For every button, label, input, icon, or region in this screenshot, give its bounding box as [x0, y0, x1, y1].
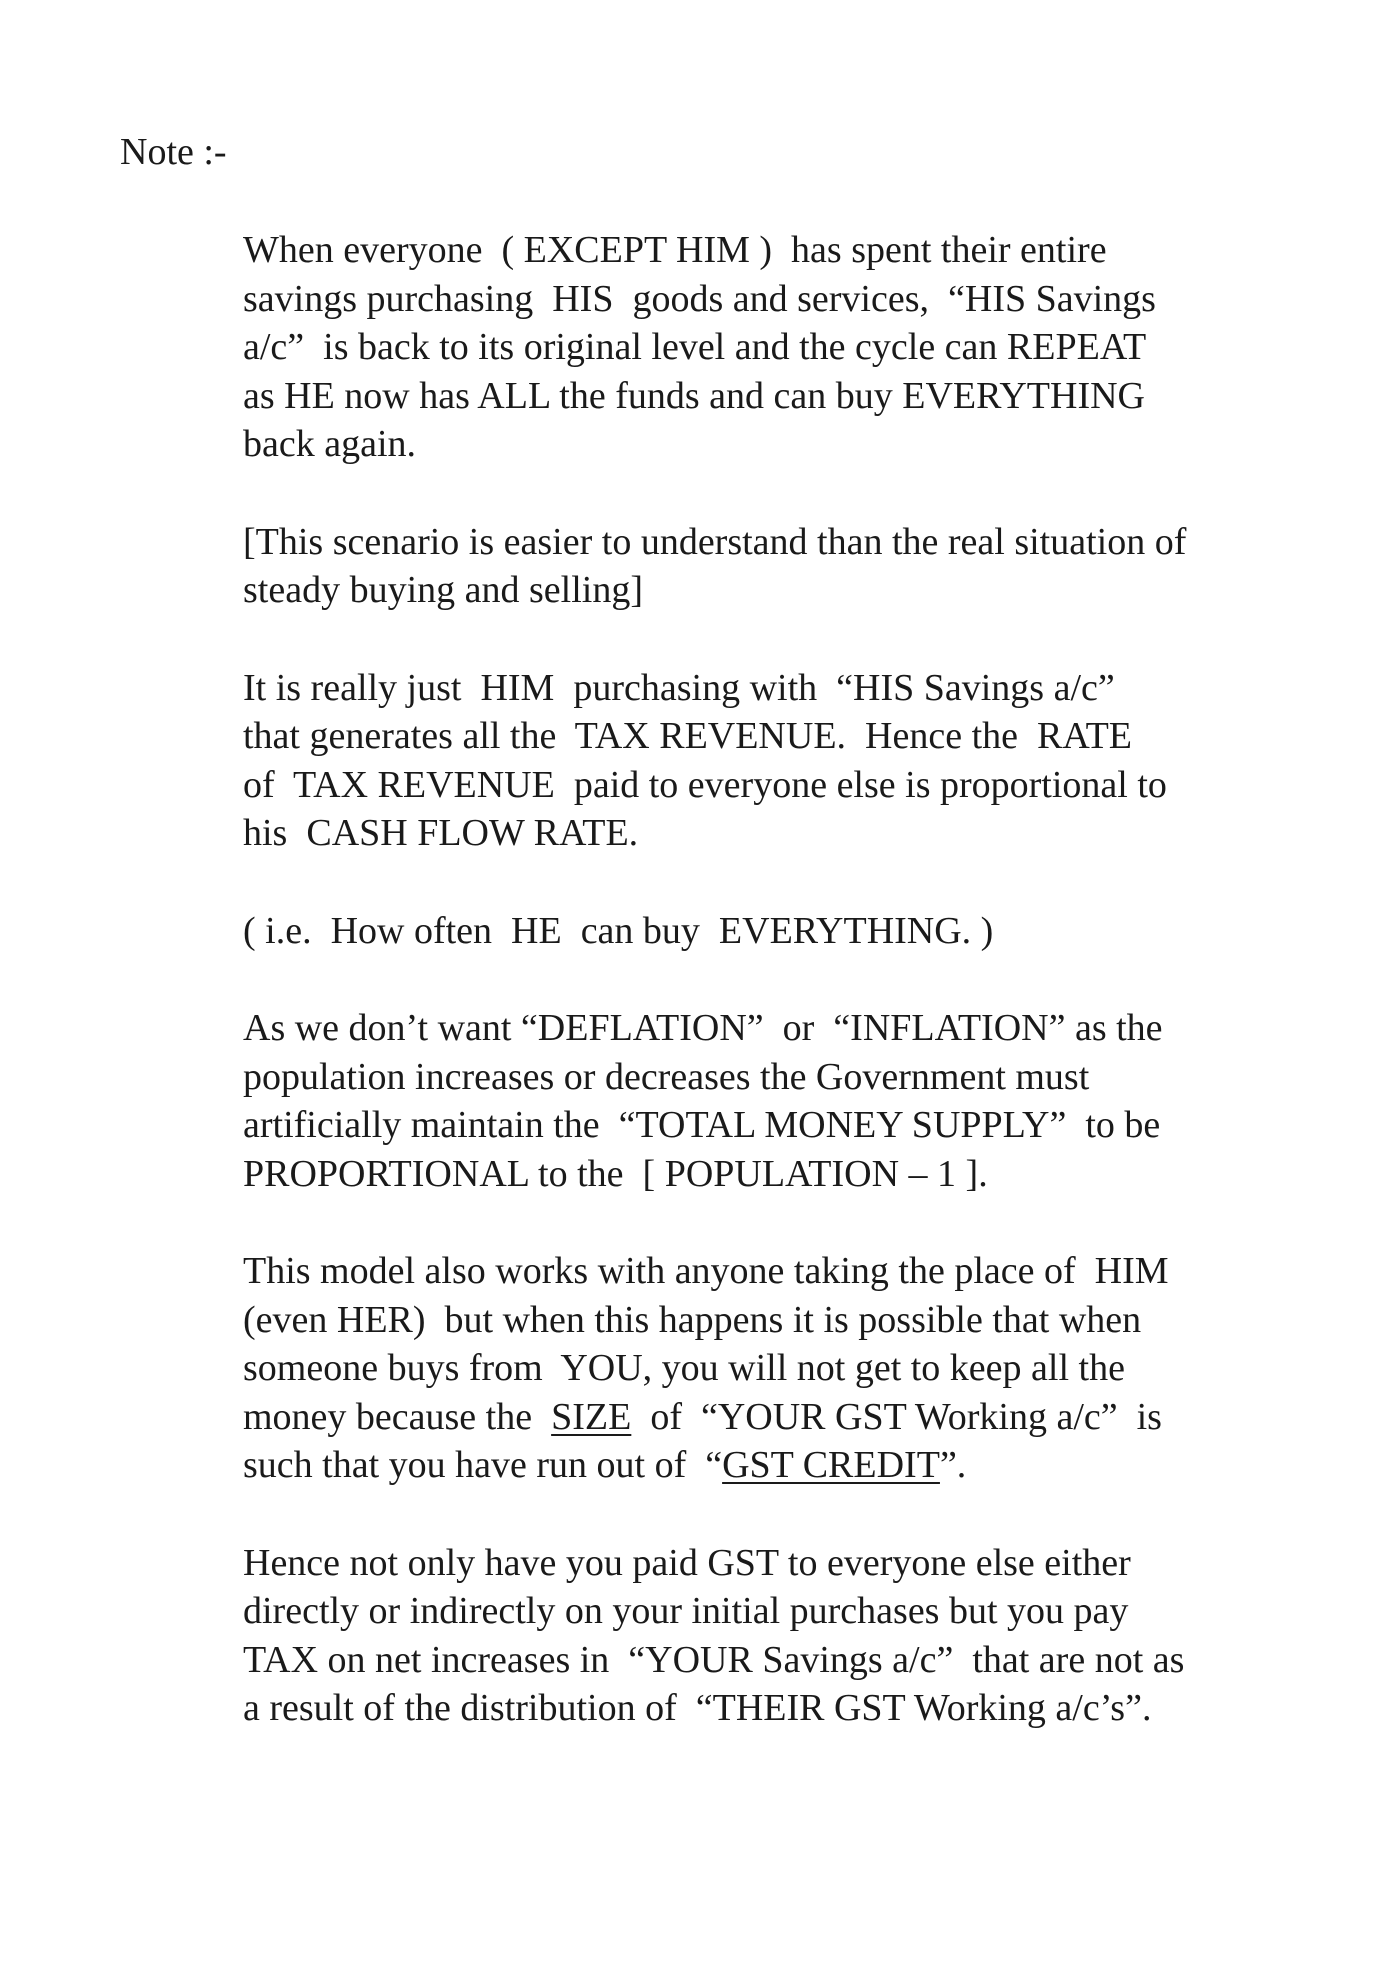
- underlined-gst-credit: GST CREDIT: [722, 1444, 940, 1486]
- paragraph-tax-revenue: It is really just HIM purchasing with “HIS Savings a/c” that generates all the TAX REVENUE. Hence the RATE of TAX REVENUE paid to everyone else is proportional to his CASH FLOW RATE.: [243, 666, 1167, 854]
- note-body: [243, 226, 1323, 1782]
- note-heading: Note :-: [120, 131, 227, 173]
- paragraph-ie-note: ( i.e. How often HE can buy EVERYTHING. ): [243, 909, 994, 952]
- paragraph-cycle-repeat: When everyone ( EXCEPT HIM ) has spent their entire savings purchasing HIS goods and services, “HIS Savings a/c” is back to its original level and the cycle can REPEAT as HE now has ALL the funds and can buy EVERYTHING back again.: [243, 229, 1156, 465]
- underlined-size: SIZE: [551, 1395, 632, 1438]
- paragraph-scenario-aside: [This scenario is easier to understand than the real situation of steady buying and selling]: [243, 520, 1187, 611]
- paragraph-gst-credit-text-1: This model also works with anyone taking the place of HIM (even HER) but when this happens it is possible that when someone buys from YOU, you will not get to keep all the money because the: [243, 1250, 1169, 1438]
- paragraph-gst-credit: [243, 1247, 1323, 1490]
- paragraph-money-supply: As we don’t want “DEFLATION” or “INFLATION” as the population increases or decreases the Government must artificially maintain the “TOTAL MONEY SUPPLY” to be PROPORTIONAL to the [ POPULATION – 1 ].: [243, 1007, 1163, 1195]
- paragraph-gst-credit-text-3: ”.: [939, 1444, 967, 1486]
- paragraph-gst-credit-text-2: of “YOUR GST Working a/c” is such that you have run out of “: [243, 1395, 1162, 1486]
- paragraph-gst-paid: Hence not only have you paid GST to everyone else either directly or indirectly on your initial purchases but you pay TAX on net increases in “YOUR Savings a/c” that are not as a result of the distribution of “THEIR GST Working a/c’s”.: [243, 1541, 1185, 1729]
